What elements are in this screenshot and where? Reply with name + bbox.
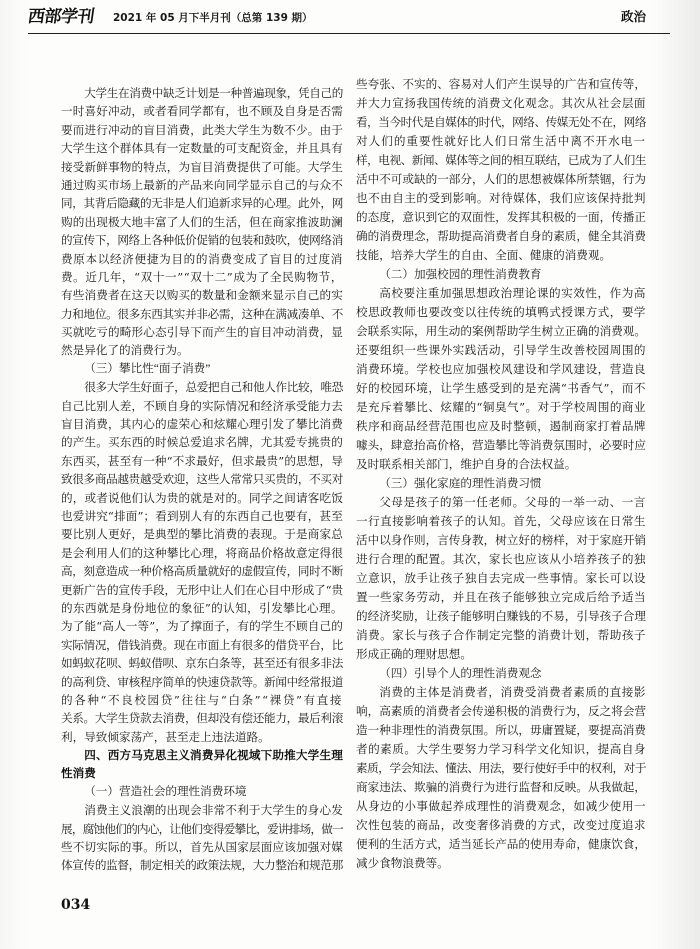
text-line: 关系。大学生贷款去消费，但却没有偿还能力，最后利滚 (61, 711, 343, 726)
text-line: 从身边的小事做起养成理性的消费观念，如减少使用一 (356, 798, 646, 813)
subheading (61, 360, 343, 378)
text-line: 的各种“不良校园贷”往往与“白条”“裸贷”有直接 (61, 692, 343, 707)
text-line: 要比别人更好，是典型的攀比消费的表现。于是商家总 (61, 527, 343, 542)
left-text-column (61, 84, 343, 875)
text-line: 费原本以经济便捷为目的的消费变成了盲目的过度消 (61, 251, 343, 266)
text-line: 便利的生活方式，适当延长产品的使用寿命，健康饮食， (356, 836, 646, 851)
section-heading (61, 746, 343, 783)
text-line: 购的出现极大地丰富了人们的生活，但在商家推波助澜 (61, 214, 343, 229)
text-line: 响，高素质的消费者会传递积极的消费行为，反之将会营 (356, 703, 646, 718)
text-line: 校思政教师也要改变以往传统的填鸭式授课方式，要学 (356, 304, 646, 319)
text-line: 的东西就是身份地位的象征”的认知，引发攀比心理。 (61, 600, 343, 615)
text-line: 实际情况，借钱消费。现在市面上有很多的借贷平台，比 (61, 637, 343, 652)
text-line: 很多大学生好面子，总爱把自己和他人作比较，唯恐 (84, 380, 343, 395)
text-line: 进行合理的配置。其次，家长也应该从小培养孩子的独 (356, 551, 646, 566)
text-line: （三）攀比性“面子消费” (84, 361, 211, 375)
text-line: 技能，培养大学生的自由、全面、健康的消费观。 (356, 247, 612, 262)
text-line: 商家违法、欺骗的消费行为进行监督和反映。从我做起， (356, 779, 646, 794)
text-line: 消费主义浪潮的出现会非常不利于大学生的身心发 (84, 803, 343, 818)
text-line: （一）营造社会的理性消费环境 (84, 784, 247, 798)
text-line: 一行直接影响着孩子的认知。首先，父母应该在日常生 (356, 513, 646, 528)
text-line: 为了能“高人一等”，为了撑面子，有的学生不顾自己的 (61, 619, 343, 634)
text-line: （四）引导个人的理性消费观念 (379, 666, 542, 680)
text-line: 者的素质。大学生要努力学习科学文化知识，提高自身 (356, 741, 646, 756)
text-line: 也爱讲究“排面”；看到别人有的东西自己也要有，甚至 (61, 508, 343, 523)
text-line: 秩序和商品经营范围也应及时整顿，遏制商家打着品牌 (356, 418, 646, 433)
paragraph (356, 75, 646, 265)
right-text-column (356, 75, 646, 873)
text-line: 高，刻意造成一种价格高质量就好的虚假宣传，同时不断 (61, 564, 343, 579)
text-line: 如蚂蚁花呗、蚂蚁借呗、京东白条等，甚至还有很多非法 (61, 656, 343, 671)
text-line: 的产生。买东西的时候总爱追求名牌，尤其爱专挑贵的 (61, 435, 343, 450)
paragraph (61, 84, 343, 360)
text-line: 次性包装的商品，改变奢侈消费的方式，改变过度追求 (356, 817, 646, 832)
text-line: 然是异化了的消费行为。 (61, 343, 189, 358)
text-line: 更新广告的宣传手段，无形中让人们在心目中形成了“贵 (61, 582, 344, 597)
text-line: 高校要注重加强思想政治理论课的实效性，作为高 (379, 285, 646, 300)
paragraph (61, 801, 343, 875)
paragraph (356, 683, 646, 873)
text-line: 大学生这个群体具有一定数量的可支配资金，并且具有 (61, 141, 343, 156)
journal-logo: 西部学刊 (26, 7, 96, 27)
text-line: 性消费 (61, 766, 96, 781)
text-line: 减少食物浪费等。 (356, 855, 449, 870)
text-line: 好的校园环境，让学生感受到的是充满“书香气”，而不 (356, 380, 646, 395)
text-line: 自己比别人差，不顾自身的实际情况和经济承受能力去 (61, 398, 343, 413)
text-line: （三）强化家庭的理性消费习惯 (379, 476, 542, 490)
subheading (356, 474, 646, 493)
subheading (61, 783, 343, 801)
text-line: 的经济奖励，让孩子能够明白赚钱的不易，引导孩子合理 (356, 608, 646, 623)
text-line: 噱头，肆意抬高价格，营造攀比等消费氛围时，必要时应 (356, 437, 646, 452)
text-line: 活中以身作则，言传身教，树立好的榜样，对于家庭开销 (356, 532, 646, 547)
text-line: 是充斥着攀比、炫耀的“铜臭气”。对于学校周围的商业 (356, 399, 646, 414)
paragraph (356, 493, 646, 664)
issue-info: 2021 年 05 月下半月刊（总第 139 期） (113, 12, 313, 24)
text-line: 消费的主体是消费者，消费受消费者素质的直接影 (379, 684, 646, 699)
text-line: 东西买，甚至有一种“不求最好，但求最贵”的思想，导 (61, 453, 343, 468)
text-line: 有些消费者在这天以购买的数量和金额来显示自己的实 (61, 288, 343, 303)
page-number: 034 (61, 897, 91, 913)
header-rule (28, 33, 670, 34)
text-line: 父母是孩子的第一任老师。父母的一举一动、一言 (379, 494, 646, 509)
text-line: 费。近几年，“双十一”“双十二”成为了全民购物节， (61, 269, 344, 284)
text-line: 些夸张、不实的、容易对人们产生误导的广告和宣传等， (356, 76, 646, 91)
paragraph (356, 284, 646, 474)
text-line: 四、西方马克思主义消费异化视域下助推大学生理 (84, 748, 343, 763)
text-line: 的，或者说他们认为贵的就是对的。同学之间请客吃饭 (61, 490, 343, 505)
text-line: 的态度，意识到它的双面性，发挥其积极的一面，传播正 (356, 209, 646, 224)
text-line: 力和地位。很多东西其实并非必需，这种在满减凑单、不 (61, 306, 343, 321)
text-line: 些不切实际的事。所以，首先从国家层面应该加强对媒 (61, 840, 343, 855)
text-line: 要而进行冲动的盲目消费，此类大学生为数不少。由于 (61, 122, 343, 137)
text-line: 的宣传下，网络上各种低价促销的包装和鼓吹，使网络消 (61, 233, 343, 248)
text-line: 消费环境。学校也应加强校风建设和学风建设，营造良 (356, 361, 646, 376)
subheading (356, 664, 646, 683)
subheading (356, 265, 646, 284)
text-line: 展，腐蚀他们的内心，让他们变得爱攀比，爱讲排场，做一 (61, 821, 343, 836)
text-line: 素质，学会知法、懂法、用法，要行使好手中的权利，对于 (356, 760, 646, 775)
text-line: 立意识，放手让孩子独自去完成一些事情。家长可以设 (356, 570, 646, 585)
text-line: 会联系实际，用生动的案例帮助学生树立正确的消费观。 (356, 323, 646, 338)
text-line: 确的消费理念，帮助提高消费者自身的素质，健全其消费 (356, 228, 646, 243)
text-line: 看，当今时代是自媒体的时代，网络、传媒无处不在，网络 (356, 114, 646, 129)
text-line: 的高利贷、审核程序简单的快速贷款等。新闻中经常报道 (61, 674, 343, 689)
paragraph (61, 378, 343, 746)
text-line: 盲目消费，其内心的虚荣心和炫耀心理引发了攀比消费 (61, 417, 343, 432)
text-line: 并大力宣扬我国传统的消费文化观念。其次从社会层面 (356, 95, 646, 110)
text-line: 是会利用人们的这种攀比心理，将商品价格故意定得很 (61, 545, 343, 560)
text-line: 还要组织一些课外实践活动，引导学生改善校园周围的 (356, 342, 646, 357)
text-line: 同，其背后隐藏的无非是人们追新求异的心理。此外，网 (61, 196, 343, 211)
text-line: 致很多商品越贵越受欢迎，这些人常常只买贵的，不买对 (61, 472, 343, 487)
text-line: 形成正确的理财思想。 (356, 646, 472, 661)
section-label: 政治 (621, 9, 647, 24)
text-line: 一时喜好冲动，或者看同学都有，也不顾及自身是否需 (61, 104, 343, 119)
text-line: 通过购买市场上最新的产品来向同学显示自己的与众不 (61, 177, 343, 192)
text-line: 也不由自主的受到影响。对待媒体，我们应该保持批判 (356, 190, 646, 205)
text-line: 体宣传的监督，制定相关的政策法规，大力整治和规范那 (61, 858, 343, 873)
text-line: 及时联系相关部门，维护自身的合法权益。 (356, 456, 577, 471)
text-line: 样，电视、新闻、媒体等之间的相互联结，已成为了人们生 (356, 152, 646, 167)
text-line: 接受新鲜事物的特点，为盲目消费提供了可能。大学生 (61, 159, 343, 174)
text-line: 置一些家务劳动，并且在孩子能够独立完成后给予适当 (356, 589, 646, 604)
text-line: 造一种非理性的消费氛围。所以，毋庸置疑，要提高消费 (356, 722, 646, 737)
text-line: 消费。家长与孩子合作制定完整的消费计划，帮助孩子 (356, 627, 646, 642)
text-line: 对人们的重要性就好比人们日常生活中离不开水电一 (356, 133, 646, 148)
text-line: （二）加强校园的理性消费教育 (379, 267, 542, 281)
text-line: 利，导致倾家荡产，甚至走上违法道路。 (61, 729, 270, 744)
text-line: 买就吃亏的畸形心态引导下而产生的盲目冲动消费，显 (61, 325, 343, 340)
text-line: 大学生在消费中缺乏计划是一种普遍现象，凭自己的 (84, 86, 343, 100)
text-line: 活中不可或缺的一部分，人们的思想被媒体所禁锢，行为 (356, 171, 646, 186)
